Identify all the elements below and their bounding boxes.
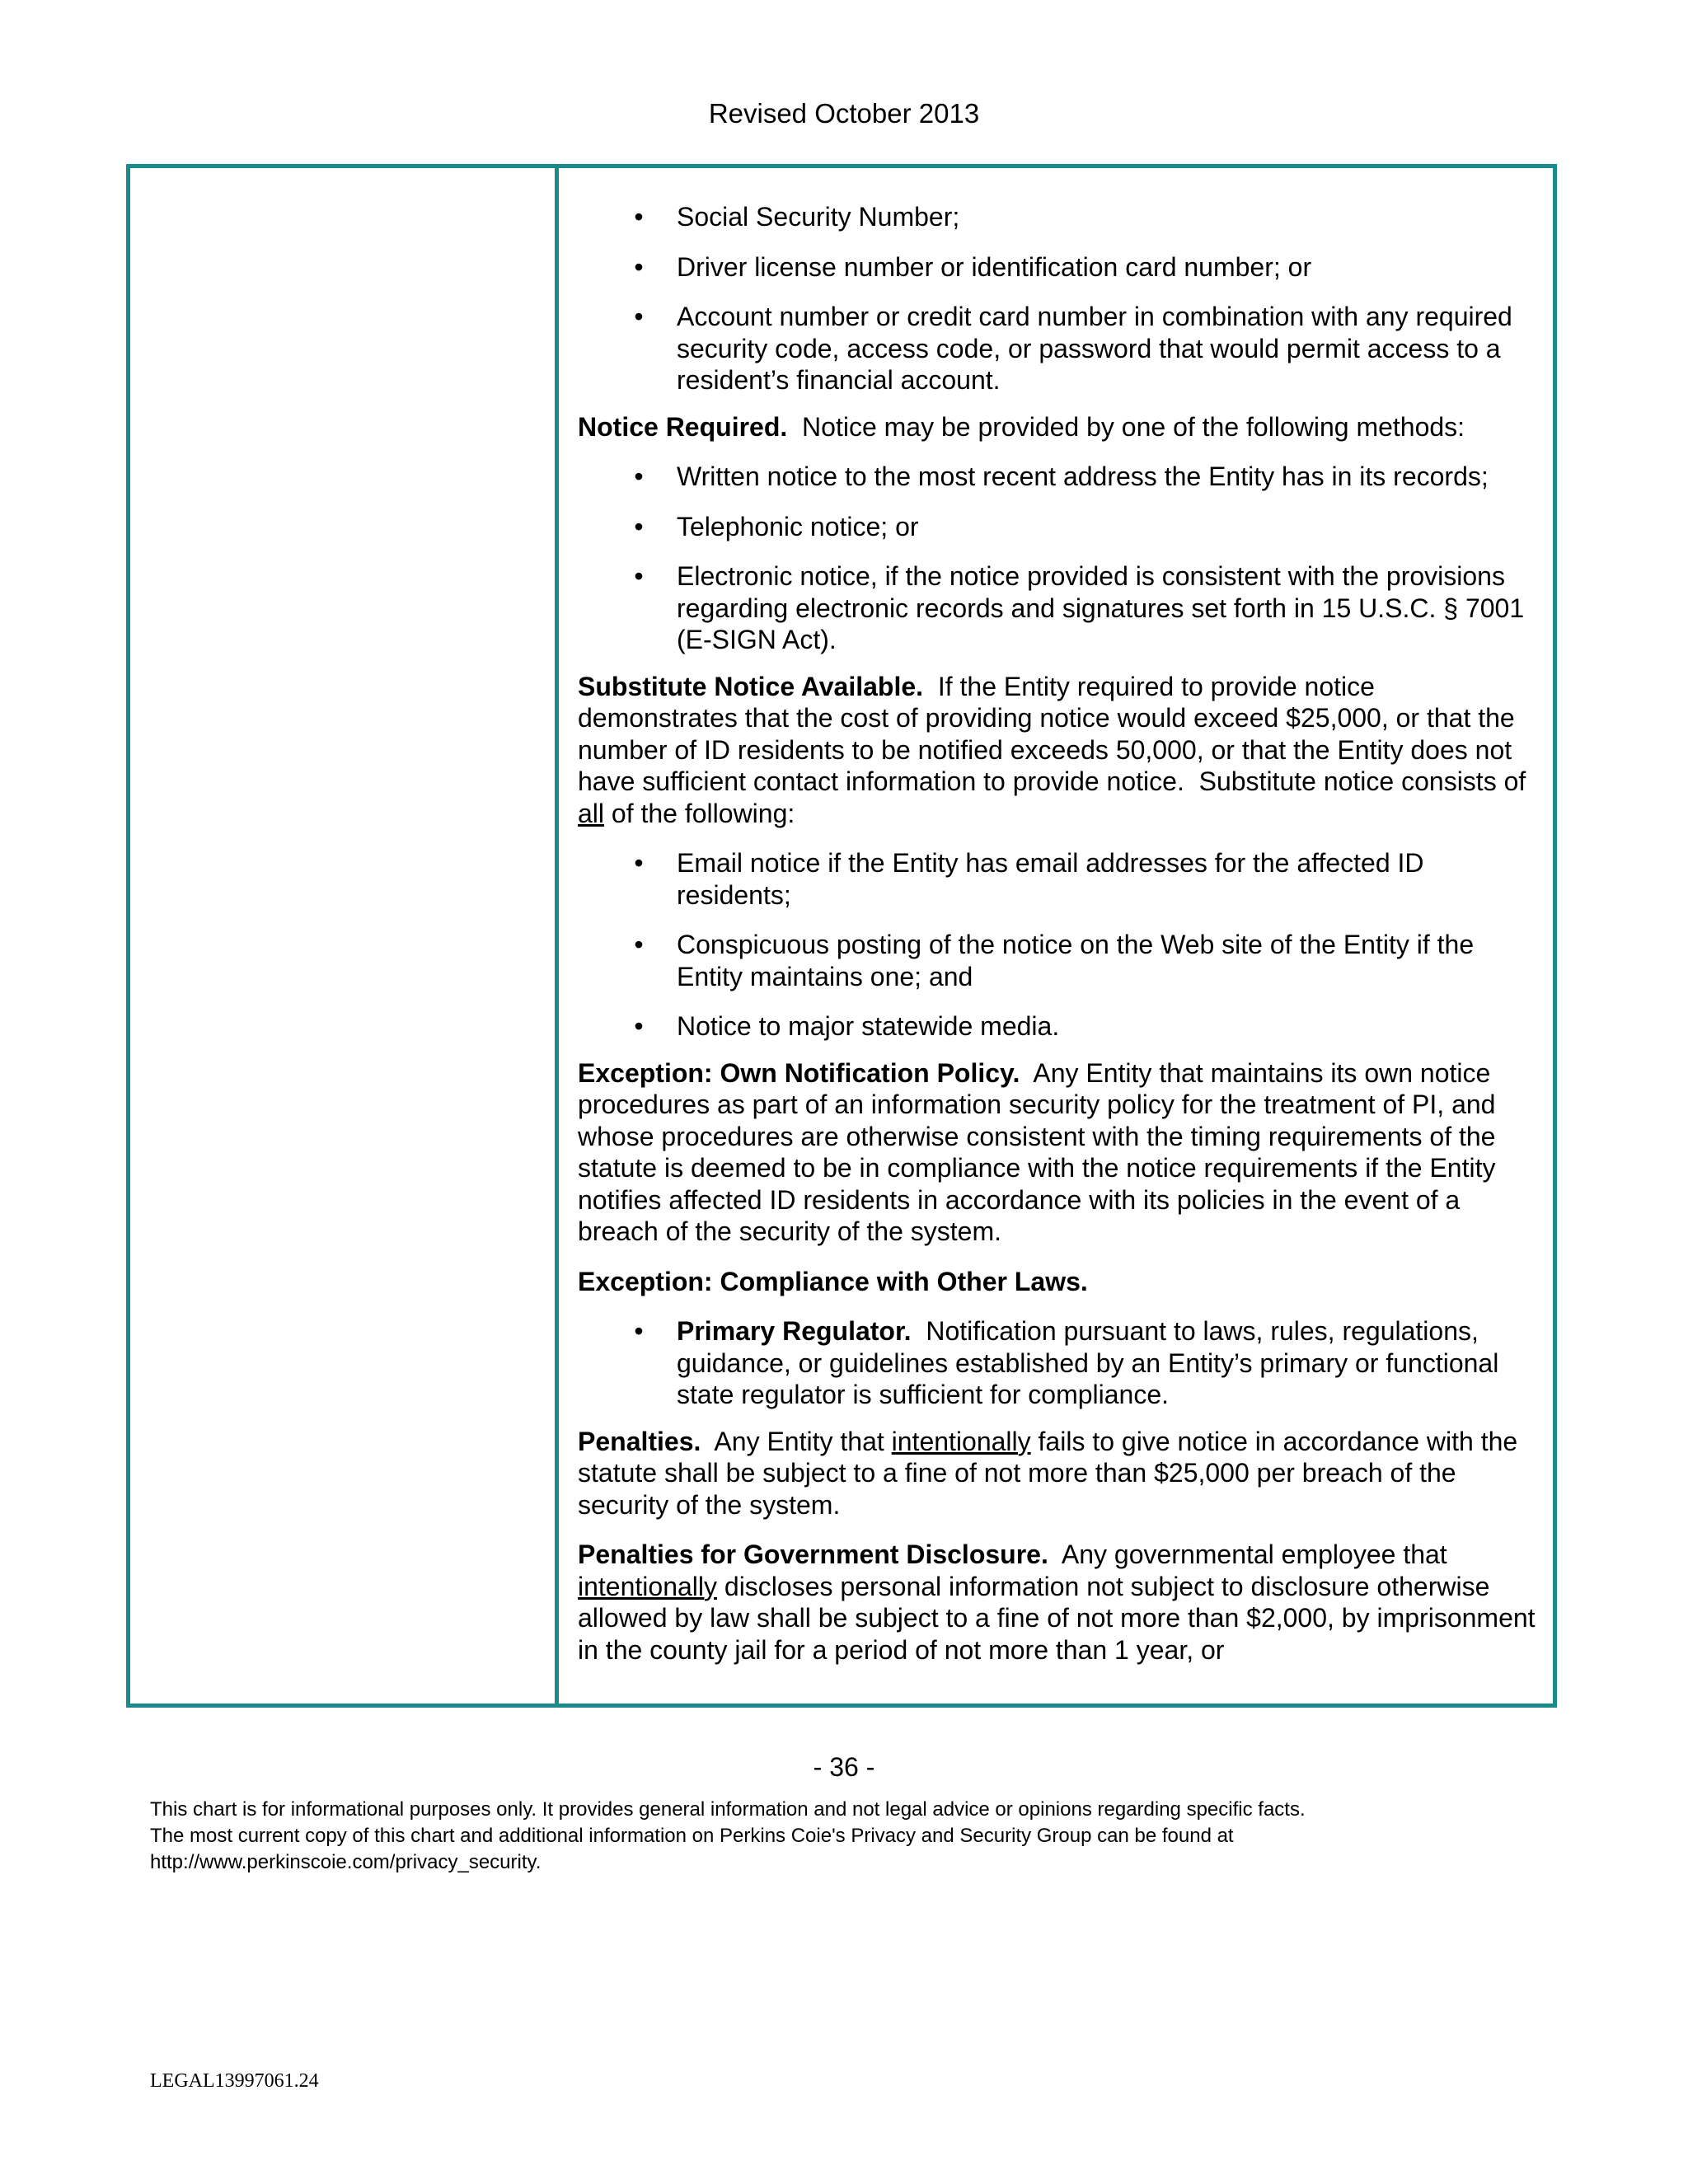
page-number: - 36 - bbox=[813, 1752, 875, 1782]
bullet-icon: • bbox=[634, 930, 644, 959]
list-item-text: Email notice if the Entity has email addresses for the affected ID residents; bbox=[677, 848, 1424, 910]
page-header: Revised October 2013 bbox=[708, 98, 980, 129]
bullet-icon: • bbox=[634, 561, 644, 591]
state-column bbox=[130, 168, 559, 1704]
list-item-heading: Primary Regulator. bbox=[677, 1316, 912, 1346]
bullet-icon: • bbox=[634, 848, 644, 878]
penalties-government-paragraph bbox=[578, 1539, 1536, 1666]
section-heading: Exception: Compliance with Other Laws. bbox=[578, 1266, 1088, 1296]
section-text: Any Entity that maintains its own notice procedures as part of an information security policy for the treatment of PI, and whose procedures are otherwise consistent with the timing requirements of the statute is deemed to be in compliance with the notice requirements if the Entity notifies affected ID residents in accordance with its policies in the event of a breach of the security of the system. bbox=[578, 1057, 1503, 1246]
list-item-text: Account number or credit card number in combination with any required security code, access code, or password that would permit access to a resident’s financial account. bbox=[677, 302, 1512, 395]
list-item bbox=[578, 1010, 1536, 1043]
list-item-text: Notice to major statewide media. bbox=[677, 1011, 1060, 1041]
bullet-icon: • bbox=[634, 1316, 644, 1346]
list-item bbox=[578, 929, 1536, 992]
list-item-text: Driver license number or identification card number; or bbox=[677, 251, 1312, 282]
list-item-text: Conspicuous posting of the notice on the Web site of the Entity if the Entity maintains one; and bbox=[677, 930, 1475, 991]
section-text: Any Entity that bbox=[701, 1426, 892, 1456]
bullet-icon: • bbox=[634, 302, 644, 331]
list-item-text: Written notice to the most recent address the Entity has in its records; bbox=[677, 462, 1489, 491]
disclaimer-link: http://www.perkinscoie.com/privacy_security. bbox=[150, 1851, 542, 1873]
disclaimer-line: The most current copy of this chart and additional information on Perkins Coie's Privacy and Security Group can be found at bbox=[150, 1825, 1234, 1847]
list-item bbox=[578, 560, 1536, 656]
list-item bbox=[578, 1315, 1536, 1411]
section-heading: Penalties. bbox=[578, 1426, 701, 1456]
substitute-notice-paragraph bbox=[578, 671, 1536, 830]
notice-required-paragraph bbox=[578, 411, 1536, 443]
list-item bbox=[578, 301, 1536, 396]
penalties-paragraph bbox=[578, 1426, 1536, 1521]
list-item-text: Electronic notice, if the notice provided is consistent with the provisions regarding electronic records and signatures set forth in 15 U.S.C. § 7001 (E-SIGN Act). bbox=[677, 561, 1525, 654]
section-text: If the Entity required to provide notice demonstrates that the cost of providing notice would exceed $25,000, or that the number of ID residents to be notified exceeds 50,000, or that the Entity does not have sufficient contact information to provide notice. Substitute notice consists of bbox=[578, 671, 1534, 796]
disclaimer-line: This chart is for informational purposes only. It provides general information and not legal advice or opinions regarding specific facts. bbox=[150, 1798, 1306, 1821]
list-item bbox=[578, 201, 1536, 233]
footer-disclaimer bbox=[150, 1797, 1551, 1876]
section-text-end: of the following: bbox=[604, 798, 795, 828]
law-chart-table bbox=[126, 164, 1557, 1708]
underlined-word: intentionally bbox=[578, 1571, 717, 1601]
notice-bullet-list bbox=[578, 461, 1536, 656]
document-id: LEGAL13997061.24 bbox=[150, 2070, 319, 2092]
section-heading: Substitute Notice Available. bbox=[578, 671, 924, 701]
bullet-icon: • bbox=[634, 1011, 644, 1041]
bullet-icon: • bbox=[634, 251, 644, 282]
list-item-text: Social Security Number; bbox=[677, 202, 960, 232]
list-item bbox=[578, 461, 1536, 493]
section-text-end: discloses personal information not subject to disclosure otherwise allowed by law shall be subject to a fine of not more than $2,000, by imprisonment in the county jail for a period of not more than 1 year, or bbox=[578, 1571, 1536, 1665]
substitute-bullet-list bbox=[578, 847, 1536, 1043]
underlined-word: all bbox=[578, 798, 605, 828]
section-text-end: fails to give notice in accordance with the statute shall be subject to a fine of not more than $25,000 per breach of the security of the system. bbox=[578, 1426, 1518, 1520]
list-item bbox=[578, 511, 1536, 543]
other-laws-bullet-list bbox=[578, 1315, 1536, 1411]
list-item bbox=[578, 251, 1536, 284]
section-text: Notice may be provided by one of the following methods: bbox=[787, 411, 1465, 442]
bullet-icon: • bbox=[634, 462, 644, 491]
section-heading: Penalties for Government Disclosure. bbox=[578, 1540, 1048, 1569]
list-item-text: Notification pursuant to laws, rules, regulations, guidance, or guidelines established by an Entity’s primary or functional state regulator is sufficient for compliance. bbox=[677, 1316, 1507, 1409]
summary-column bbox=[559, 168, 1553, 1704]
list-item bbox=[578, 847, 1536, 911]
exception-own-policy-paragraph bbox=[578, 1057, 1536, 1248]
bullet-icon: • bbox=[634, 202, 644, 232]
section-heading: Exception: Own Notification Policy. bbox=[578, 1057, 1020, 1088]
exception-other-laws-heading bbox=[578, 1266, 1536, 1298]
section-heading: Notice Required. bbox=[578, 411, 788, 442]
list-item-text: Telephonic notice; or bbox=[677, 511, 919, 541]
section-text: Any governmental employee that bbox=[1048, 1540, 1455, 1569]
bullet-icon: • bbox=[634, 511, 644, 541]
pi-bullet-list bbox=[578, 201, 1536, 396]
underlined-word: intentionally bbox=[891, 1426, 1031, 1456]
